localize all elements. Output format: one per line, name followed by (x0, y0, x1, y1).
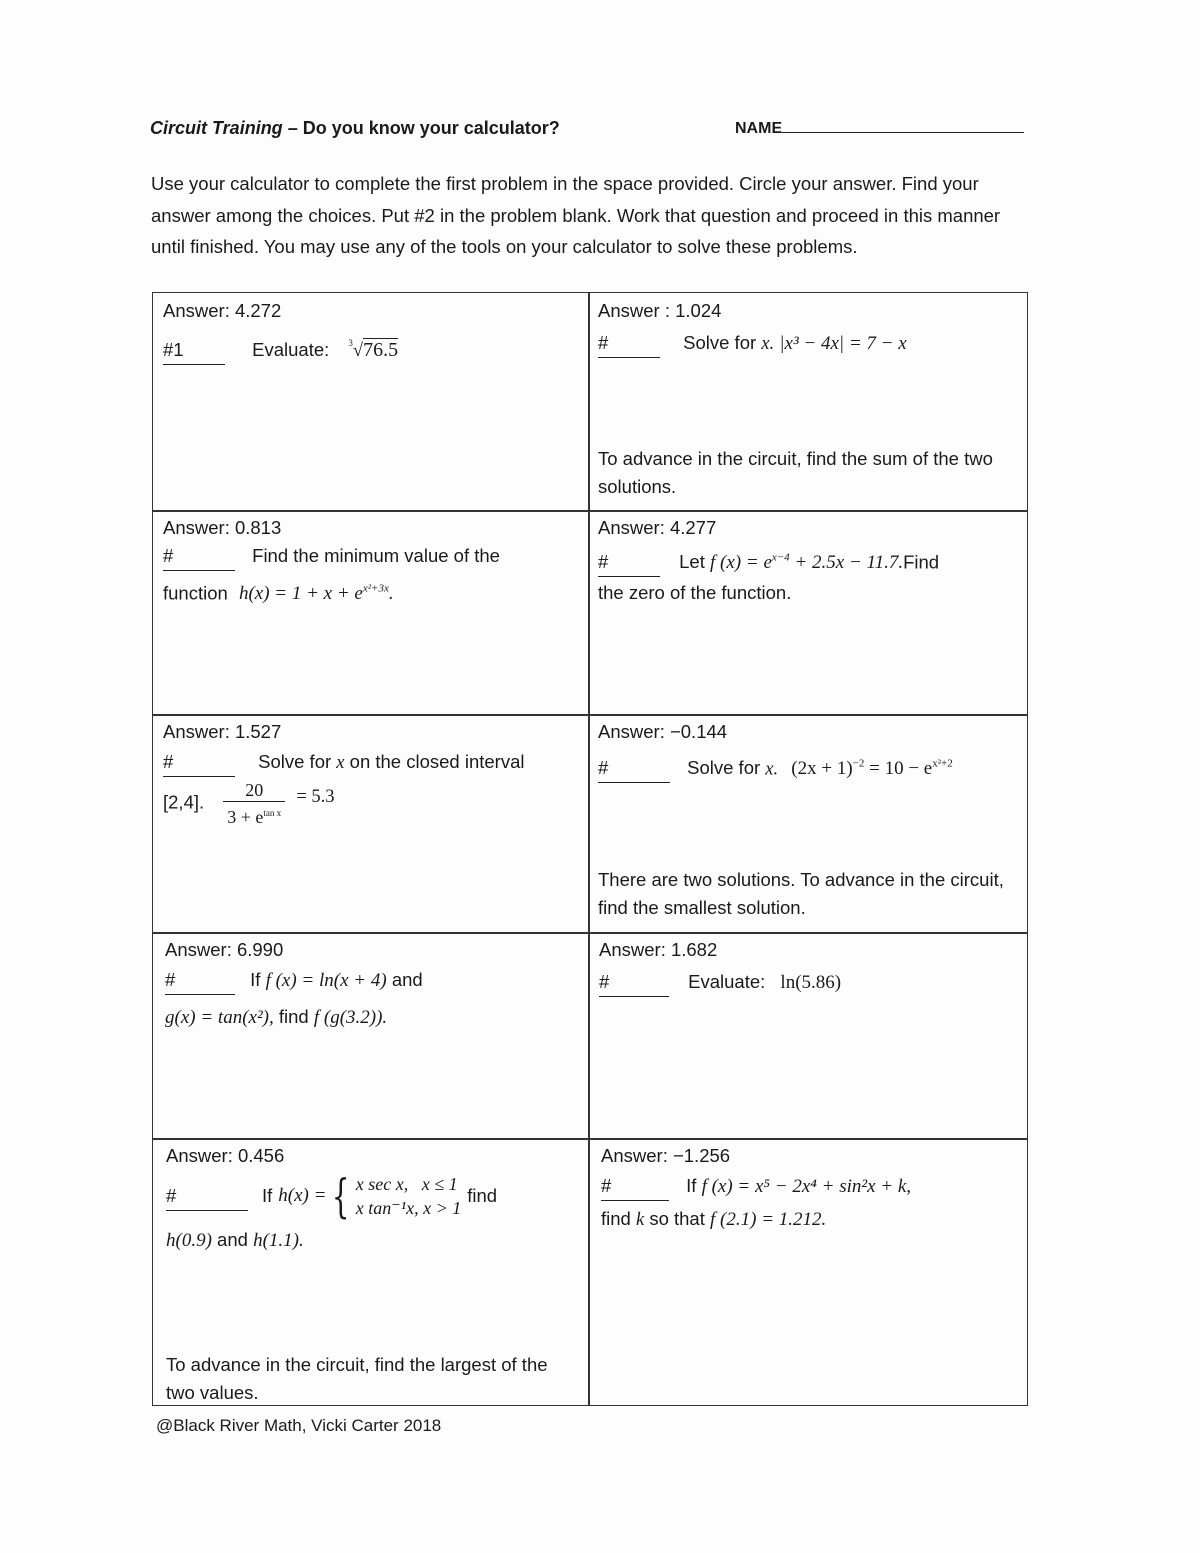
advance-note: There are two solutions. To advance in the circuit, find the smallest solution. (598, 869, 1004, 918)
problem-cell-7: Answer: 6.990 # If f (x) = ln(x + 4) and g(x) = tan(x²), find f (g(3.2)). (165, 936, 585, 1032)
answer-label: Answer: 4.272 (163, 300, 282, 321)
name-field[interactable] (735, 118, 1024, 138)
answer-label: Answer: 1.527 (163, 721, 282, 742)
function-expr: $h(x) = 1 + x + e^{x^2+3x}$. (238, 583, 394, 605)
piecewise-expr: { x sec x, x ≤ 1 x tan⁻¹x, x > 1 (332, 1169, 462, 1223)
answer-label: Answer: 4.277 (598, 517, 717, 538)
function-expr: f (x) = x⁵ − 2x⁴ + sin²x + k, (701, 1176, 912, 1197)
grid-divider (153, 932, 1027, 934)
problem-number-blank[interactable]: # (166, 1182, 248, 1211)
problem-cell-1: Answer: 4.272 #1 Evaluate: $^3$√76.5 (163, 297, 583, 365)
log-expr: ln(5.86) (780, 972, 842, 993)
function-f: f (x) = ln(x + 4) (265, 970, 387, 991)
equation: $(2x + 1)^{-2} = 10 - e^{x^2+2}$ (791, 758, 953, 780)
name-label: NAME (735, 120, 783, 137)
problem-number-blank[interactable]: # (599, 968, 669, 997)
function-g: g(x) = tan(x²), (165, 1007, 274, 1028)
cube-root-expr: $^3$√76.5 (348, 338, 399, 361)
problem-cell-4: Answer: 4.277 # Let f $(x) = e^{x-4} + 2.5x$ − 11.7.Find the zero of the function. (598, 514, 1023, 607)
answer-label: Answer: 1.682 (599, 939, 718, 960)
name-blank[interactable] (782, 118, 1024, 133)
answer-label: Answer: −0.144 (598, 721, 728, 742)
problem-number-blank[interactable]: # (598, 754, 670, 783)
grid-divider (153, 510, 1027, 512)
advance-note: To advance in the circuit, find the largest of the two values. (166, 1354, 548, 1403)
problem-cell-3: Answer: 0.813 # Find the minimum value of the function $h(x) = 1 + x + e^{x^2+3x}$. (163, 514, 583, 608)
answer-label: Answer: 6.990 (165, 939, 284, 960)
problem-cell-8: Answer: 1.682 # Evaluate: ln(5.86) (599, 936, 1019, 997)
answer-label: Answer: −1.256 (601, 1145, 731, 1166)
problem-number-blank[interactable]: # (598, 548, 660, 577)
problem-cell-5: Answer: 1.527 # Solve for x on the closed interval [2,4]. $\frac{20}{3 + e^{tan x}}$ = 5.3 (163, 718, 583, 828)
equation: |x³ − 4x| = 7 − x (779, 333, 907, 354)
problem-cell-9: Answer: 0.456 # If h(x) = { x sec x, x ≤ 1 x tan⁻¹x, x > 1 find h(0.9) and h(1.1). To advance in the circuit, find the largest of the two values. (166, 1142, 586, 1255)
advance-note: To advance in the circuit, find the sum of the two solutions. (598, 448, 993, 497)
instructions: Use your calculator to complete the first problem in the space provided. Circle your answer. Find your answer among the choices. Put #2 in the problem blank. Work that question and proceed in this manner until finished. You may use any of the tools on your calculator to solve these problems. (151, 173, 1001, 257)
answer-label: Answer: 0.813 (163, 517, 282, 538)
worksheet-title: Circuit Training – Do you know your calculator? (150, 118, 560, 138)
target-expr: f (g(3.2)). (313, 1007, 388, 1028)
copyright: @Black River Math, Vicki Carter 2018 (156, 1416, 442, 1435)
answer-label: Answer : 1.024 (598, 300, 722, 321)
condition-expr: f (2.1) = 1.212. (710, 1209, 827, 1230)
problem-number-blank[interactable]: # (163, 542, 235, 571)
fraction-expr: $\frac{20}{3 + e^{tan x}}$ (223, 779, 285, 828)
problem-cell-6: Answer: −0.144 # Solve for x. $(2x + 1)^{-2} = 10 - e^{x^2+2}$ There are two solutions. To advance in the circuit, find the smallest solution. (598, 718, 1023, 783)
function-expr: f $(x) = e^{x-4} + 2.5x - 11.7$. (710, 552, 904, 574)
grid-divider (153, 714, 1027, 716)
problem-cell-10: Answer: −1.256 # If f (x) = x⁵ − 2x⁴ + sin²x + k, find k so that f (2.1) = 1.212. (601, 1142, 1021, 1234)
grid-divider (153, 1138, 1027, 1140)
problem-number-blank[interactable]: # (165, 966, 235, 995)
grid-divider (588, 293, 590, 1405)
problem-number-blank[interactable]: # (601, 1172, 669, 1201)
problem-number-blank[interactable]: # (163, 748, 235, 777)
problem-number-blank[interactable]: # (598, 329, 660, 358)
problem-cell-2: Answer : 1.024 # Solve for x. |x³ − 4x| = 7 − x To advance in the circuit, find the sum of the two solutions. (598, 297, 1023, 358)
problem-number-blank[interactable]: #1 (163, 336, 225, 365)
problem-grid (152, 292, 1028, 1406)
answer-label: Answer: 0.456 (166, 1145, 285, 1166)
